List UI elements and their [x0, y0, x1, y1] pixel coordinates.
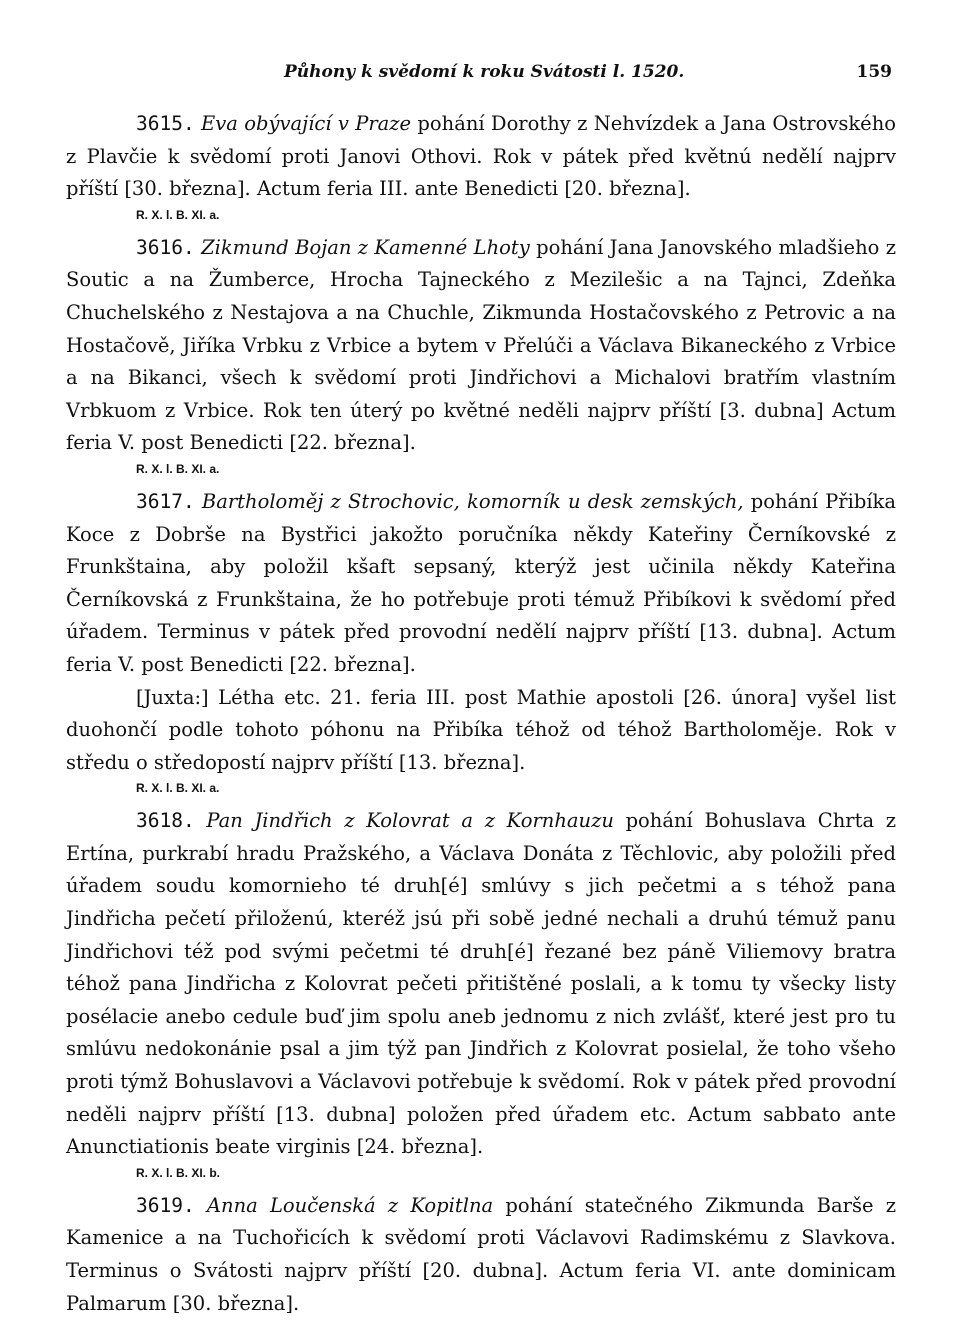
entry-party-name: Pan Jindřich z Kolovrat a z Kornhauzu — [206, 809, 614, 833]
page-number: 159 — [856, 62, 892, 82]
entry-number: 3617. — [136, 489, 195, 513]
entry-paragraph — [66, 232, 896, 460]
archival-signature: R. X. l. B. XI. a. — [136, 207, 220, 222]
entry-paragraph — [66, 1190, 896, 1320]
entry-party-name: Eva obývající v Praze — [201, 112, 412, 135]
entry-3615 — [66, 108, 896, 228]
entry-3617 — [66, 486, 896, 801]
entry-party-name: Anna Loučenská z Kopitlna — [206, 1193, 494, 1217]
entry-text: pohání Dorothy z Nehvízdek a Jana Ostrovského z Plavčie k svědomí proti Janovi Othovi. Rok v pátek před květnú nedělí najprv příští [30. března]. Actum feria III. ante Benedicti [20. března]. — [66, 112, 896, 201]
entry-paragraph — [66, 805, 896, 1164]
entry-party-name: Bartholoměj z Strochovic, komorník u desk zemských, — [201, 489, 744, 513]
entries-list — [66, 108, 896, 1320]
entry-3616 — [66, 232, 896, 482]
archival-signature: R. X. l. B. XI. a. — [136, 781, 220, 796]
entry-number: 3616. — [136, 235, 195, 259]
entry-3618 — [66, 805, 896, 1186]
entry-3619 — [66, 1190, 896, 1320]
running-title: Půhony k svědomí k roku Svátosti l. 1520. — [284, 62, 685, 82]
entry-text: pohání statečného Zikmunda Barše z Kamenice a na Tuchořicích k svědomí proti Václavovi Radimskému z Slavkova. Terminus o Svátosti najprv příští [20. dubna]. Actum feria VI. ante dominicam Palmarum [30. března]. — [66, 1193, 896, 1315]
entry-number: 3615. — [136, 112, 195, 135]
document-page — [66, 62, 896, 1320]
archival-signature: R. X. l. B. XI. a. — [136, 461, 220, 476]
archival-signature: R. X. l. B. XI. b. — [136, 1165, 221, 1180]
entry-paragraph — [66, 108, 896, 206]
entry-number: 3619. — [136, 1193, 195, 1217]
entry-text: pohání Bohuslava Chrta z Ertína, purkrabí hradu Pražského, a Václava Donáta z Těchlovic, aby položili před úřadem soudu komornieho té druh[é] smlúvy s jich pečetmi a s téhož pana Jindřicha pečetí přiloženú, kteréž jsú při sobě jedné nechali a druhú témuž panu Jindřichovi též pod svými pečetmi té druh[é] řezané bez páně Viliemovy bratra téhož pana Jindřicha z Kolovrat pečeti přitištěné poslali, a k tomu ty všecky listy posélacie anebo cedule buď jim spolu aneb jednomu z nich zvlášť, které jest pro tu smlúvu nedokonánie psal a jim týž pan Jindřich z Kolovrat posielal, že toho všeho proti týmž Bohuslavovi a Václavovi potřebuje k svědomí. Rok v pátek před provodní neděli najprv příští [13. dubna] položen před úřadem etc. Actum sabbato ante Anunctiationis beate virginis [24. března]. — [66, 809, 897, 1159]
page-header — [66, 62, 896, 92]
entry-note-paragraph: [Juxta:] Létha etc. 21. feria III. post Mathie apostoli [26. února] vyšel list duohončí podle tohoto póhonu na Přibíka téhož od téhož Bartholoměje. Rok v středu o středopostí najprv příští [13. března]. — [66, 685, 896, 774]
entry-number: 3618. — [136, 809, 195, 833]
entry-text: pohání Přibíka Koce z Dobrše na Bystřici jakožto poručníka někdy Kateřiny Černíkovské z Frunkštaina, aby položil kšaft sepsaný, kterýž jest učinila někdy Kateřina Černíkovská z Frunkštaina, že ho potřebuje proti témuž Přibíkovi k svědomí před úřadem. Terminus v pátek před provodní nedělí najprv příští [13. dubna]. Actum feria V. post Benedicti [22. března]. — [66, 489, 896, 676]
entry-paragraph — [66, 486, 896, 682]
entry-party-name: Zikmund Bojan z Kamenné Lhoty — [201, 235, 530, 259]
entry-text: pohání Jana Janovského mladšieho z Soutic a na Žumberce, Hrocha Tajneckého z Mezilešic a na Tajnci, Zdeňka Chuchelského z Nestajova a na Chuchle, Zikmunda Hostačovského z Petrovic a na Hostačově, Jiříka Vrbku z Vrbice a bytem v Přelúči a Václava Bikaneckého z Vrbice a na Bikanci, všech k svědomí proti Jindřichovi a Michalovi bratřím vlastním Vrbkuom z Vrbice. Rok ten úterý po květné neděli najprv příští [3. dubna] Actum feria V. post Benedicti [22. března]. — [66, 235, 897, 455]
